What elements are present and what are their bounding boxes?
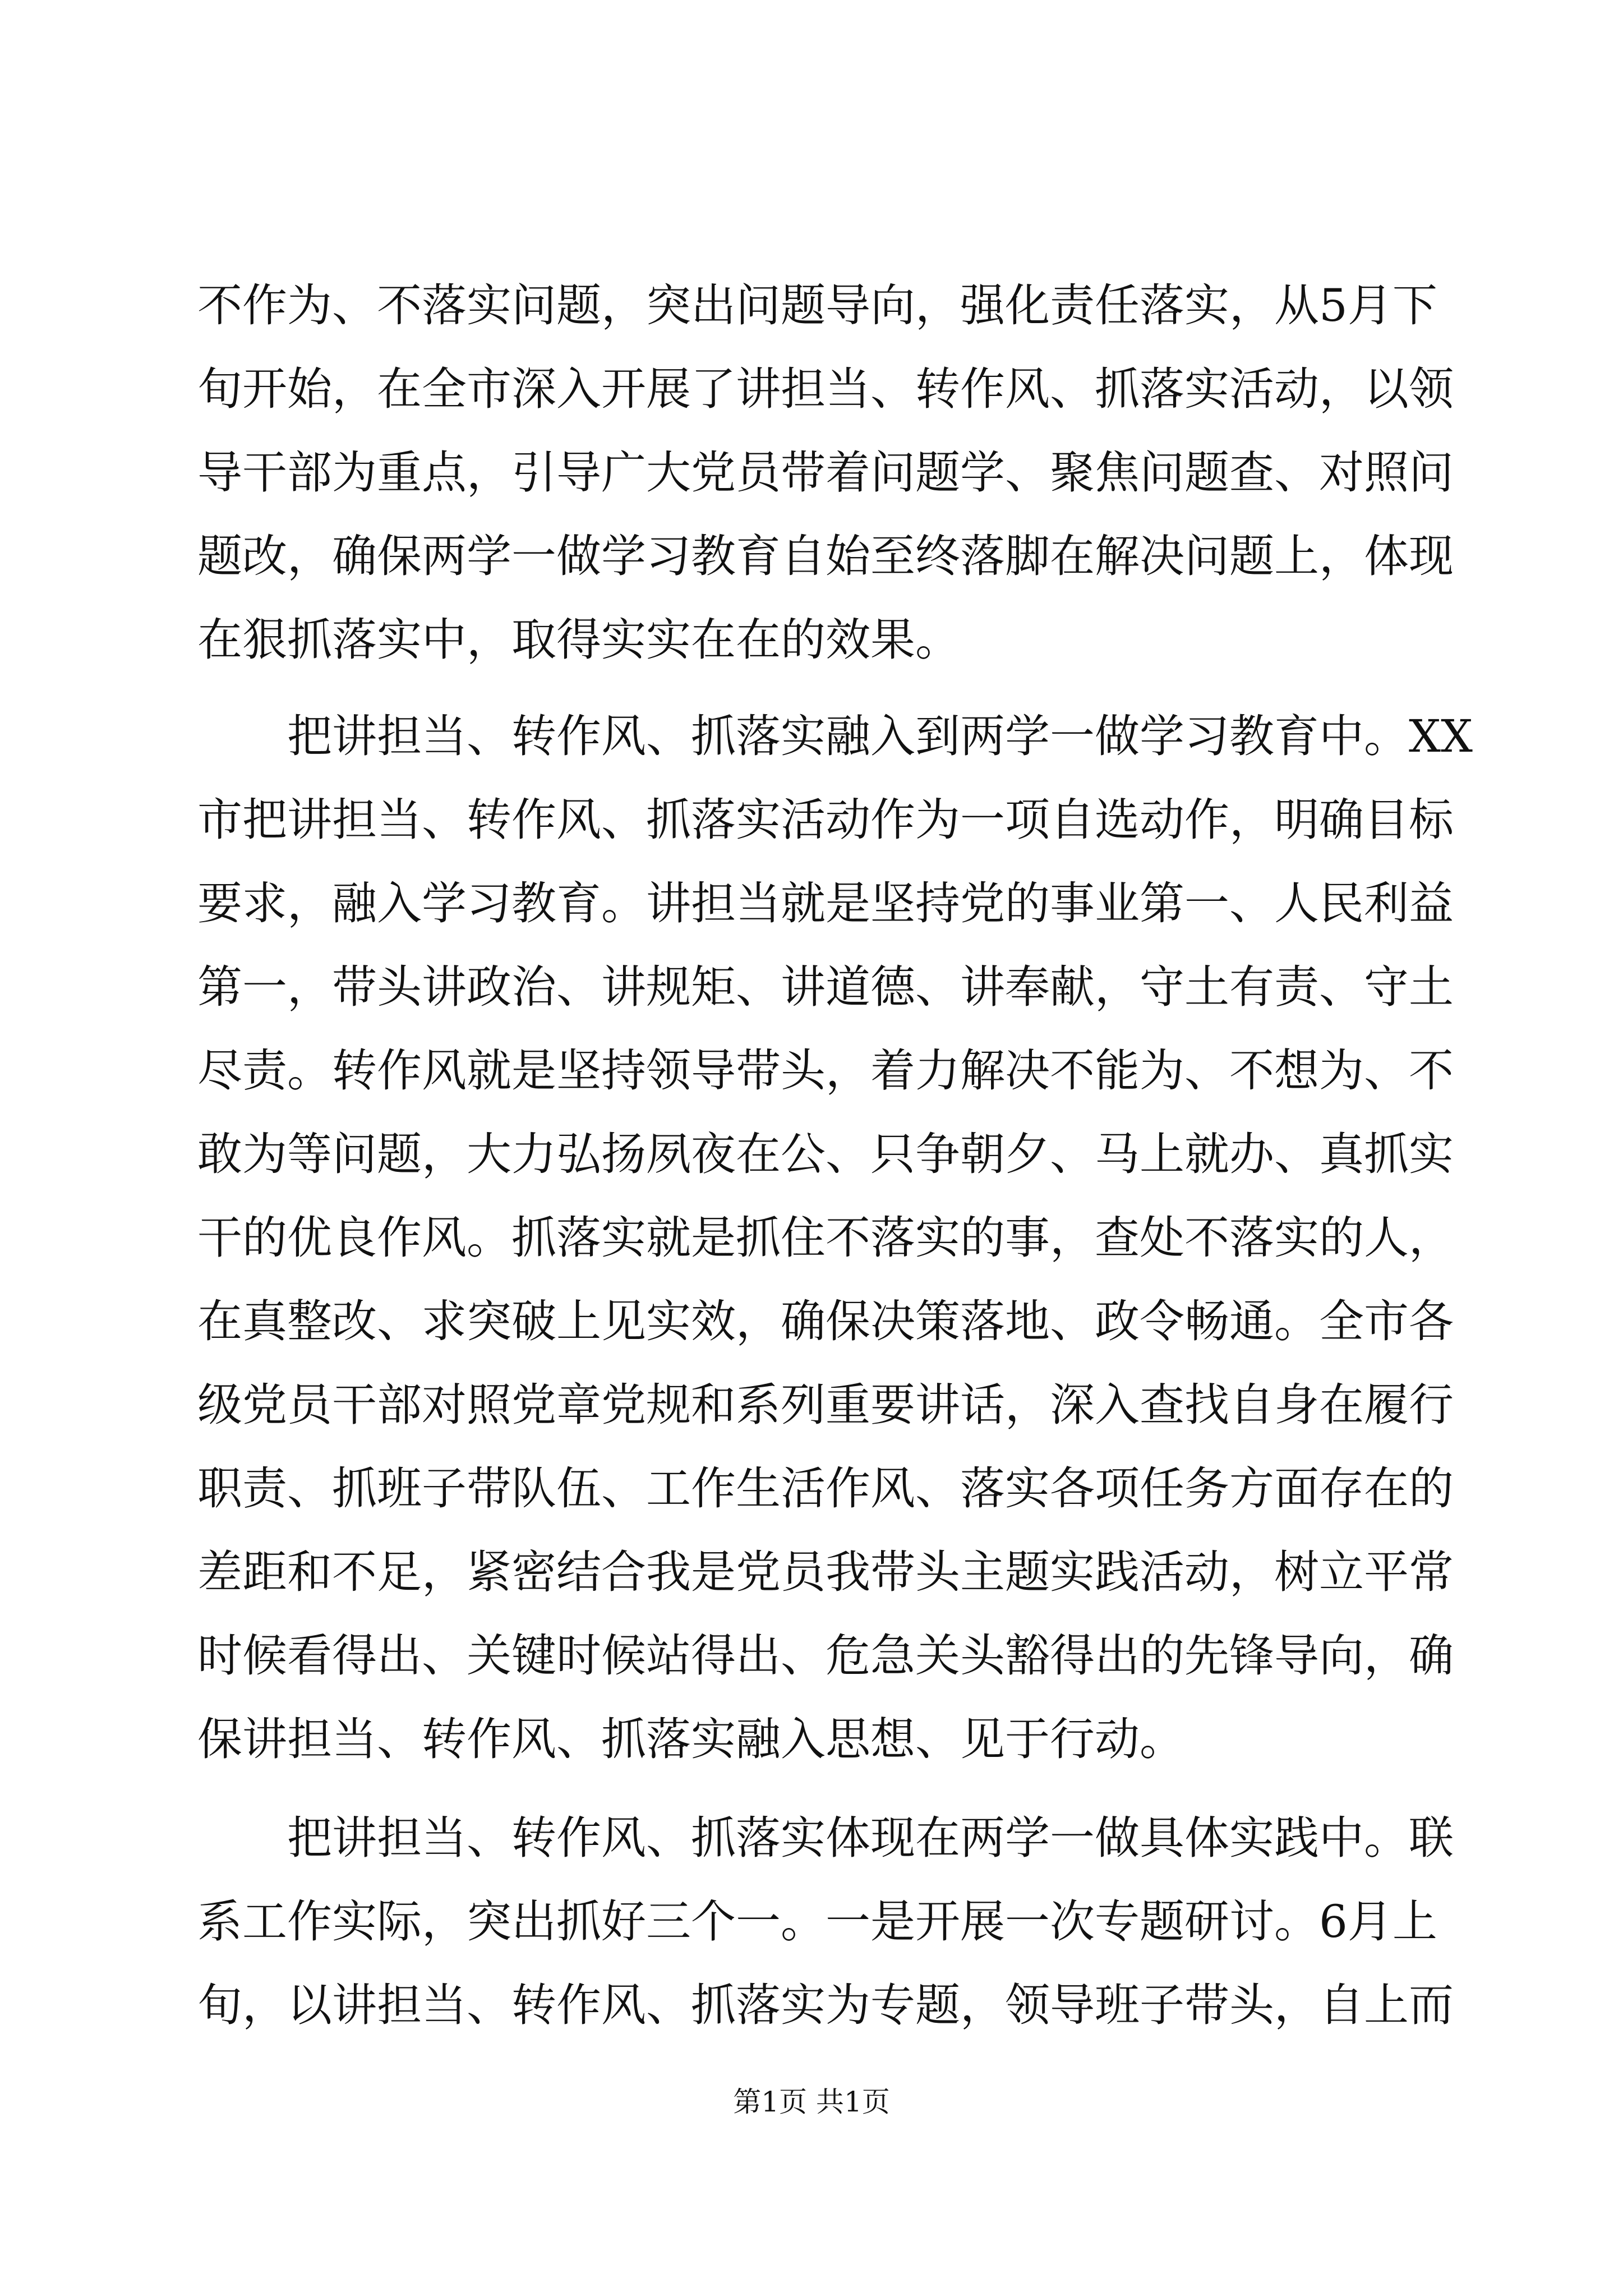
text-line: 干的优良作风。抓落实就是抓住不落实的事，查处不落实的人， xyxy=(197,1212,1454,1264)
page-number-label: 第1页 共1页 xyxy=(733,2086,890,2118)
text-line: 差距和不足，紧密结合我是党员我带头主题实践活动，树立平常 xyxy=(197,1546,1454,1598)
text-line: 在真整改、求突破上见实效，确保决策落地、政令畅通。全市各 xyxy=(197,1295,1454,1347)
text-line: 不作为、不落实问题，突出问题导向，强化责任落实，从5月下 xyxy=(197,279,1437,332)
text-line: 旬，以讲担当、转作风、抓落实为专题，领导班子带头，自上而 xyxy=(197,1979,1454,2031)
text-line: 时候看得出、关键时候站得出、危急关头豁得出的先锋导向，确 xyxy=(197,1630,1454,1682)
paragraph-first-line: 把讲担当、转作风、抓落实体现在两学一做具体实践中。联 xyxy=(287,1812,1454,1864)
text-line: 敢为等问题，大力弘扬夙夜在公、只争朝夕、马上就办、真抓实 xyxy=(197,1128,1454,1180)
text-line: 保讲担当、转作风、抓落实融入思想、见于行动。 xyxy=(197,1713,1184,1765)
text-line: 题改，确保两学一做学习教育自始至终落脚在解决问题上，体现 xyxy=(197,530,1454,582)
text-line: 旬开始，在全市深入开展了讲担当、转作风、抓落实活动，以领 xyxy=(197,363,1454,415)
paragraph-first-line: 把讲担当、转作风、抓落实融入到两学一做学习教育中。XX xyxy=(287,710,1473,762)
text-line: 在狠抓落实中，取得实实在在的效果。 xyxy=(197,614,960,666)
text-line: 市把讲担当、转作风、抓落实活动作为一项自选动作，明确目标 xyxy=(197,794,1454,846)
text-line: 导干部为重点，引导广大党员带着问题学、聚焦问题查、对照问 xyxy=(197,447,1454,499)
page-footer xyxy=(0,2082,1623,2122)
text-line: 要求，融入学习教育。讲担当就是坚持党的事业第一、人民利益 xyxy=(197,877,1454,930)
text-line: 尽责。转作风就是坚持领导带头，着力解决不能为、不想为、不 xyxy=(197,1045,1454,1097)
text-line: 级党员干部对照党章党规和系列重要讲话，深入查找自身在履行 xyxy=(197,1379,1454,1431)
text-line: 系工作实际，突出抓好三个一。一是开展一次专题研讨。6月上 xyxy=(197,1895,1437,1948)
text-line: 职责、抓班子带队伍、工作生活作风、落实各项任务方面存在的 xyxy=(197,1462,1454,1515)
text-line: 第一，带头讲政治、讲规矩、讲道德、讲奉献，守土有责、守土 xyxy=(197,961,1454,1013)
